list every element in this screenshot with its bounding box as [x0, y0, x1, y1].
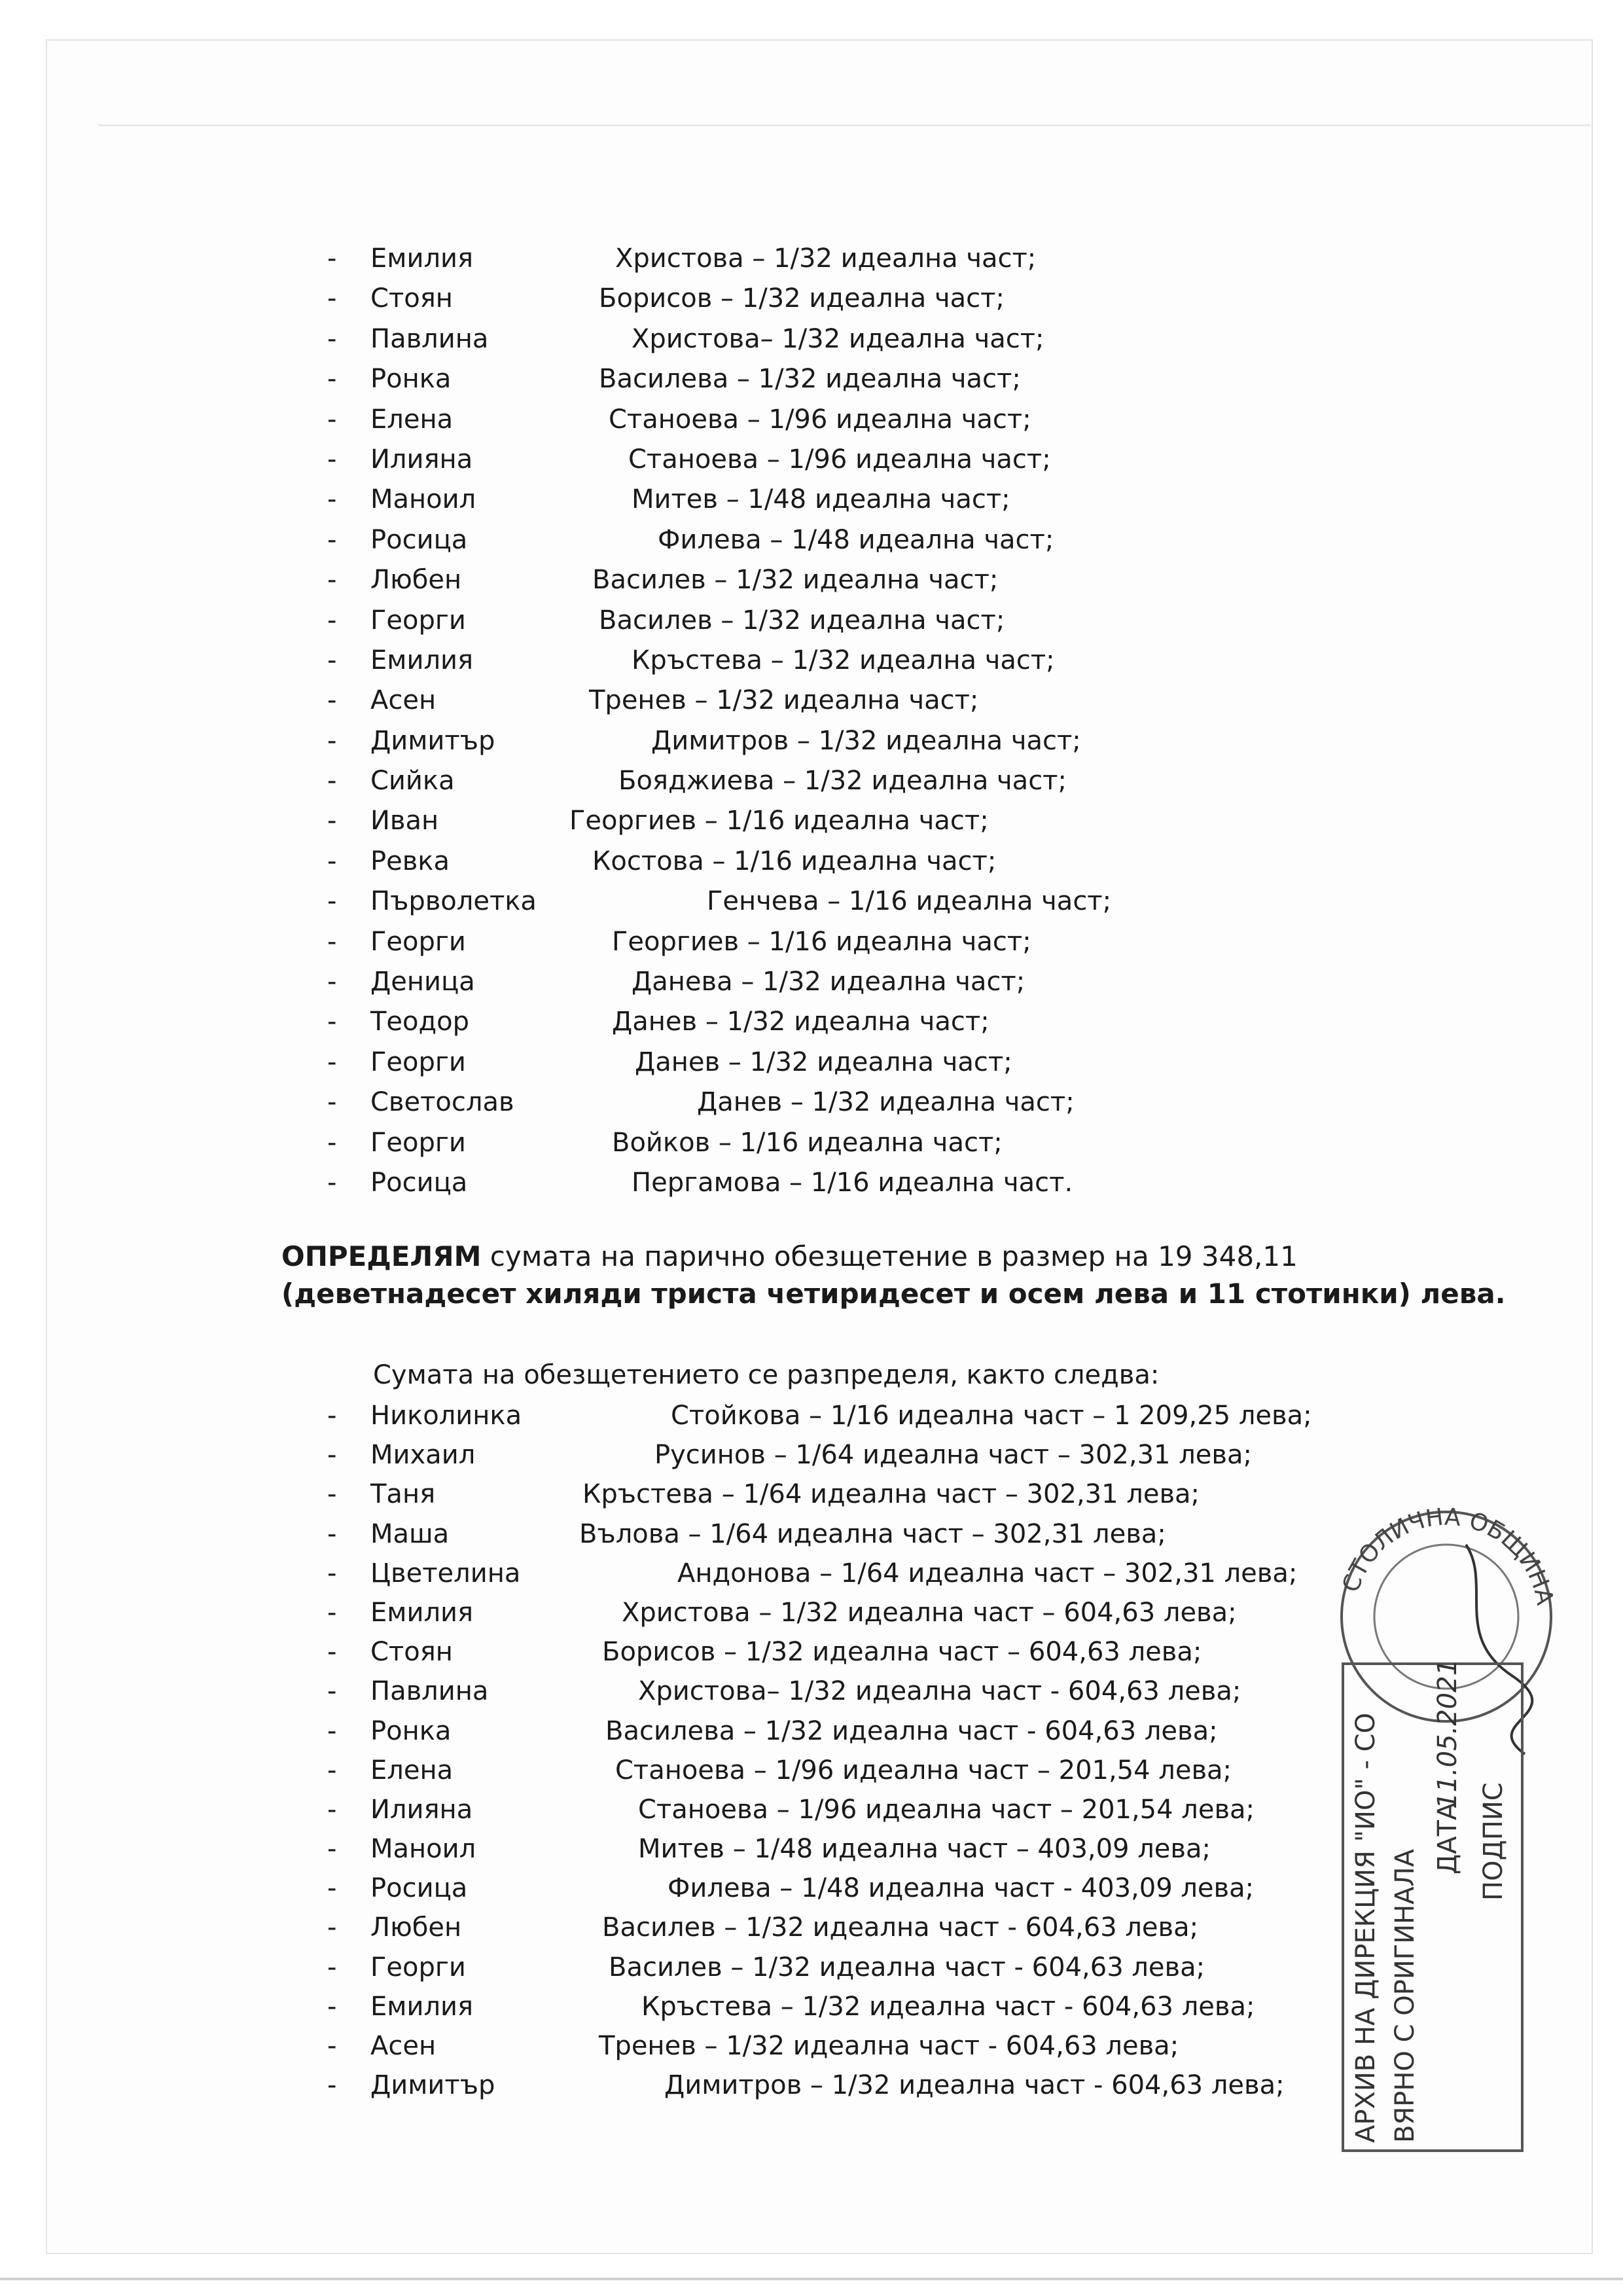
person-share-text: Данева – 1/32 идеална част;	[632, 967, 1026, 997]
person-share-text: Василев – 1/32 идеална част;	[592, 565, 999, 596]
top-rule	[98, 124, 1590, 126]
person-first-name: Николинка	[370, 1401, 522, 1431]
person-share-text: Станоева – 1/96 идеална част – 201,54 лева;	[615, 1755, 1232, 1785]
list-item	[0, 279, 1623, 319]
person-share-text: Андонова – 1/64 идеална част – 302,31 лева;	[677, 1558, 1298, 1588]
person-first-name: Елена	[370, 404, 454, 435]
person-share-text: Бояджиева – 1/32 идеална част;	[618, 766, 1067, 797]
list-bullet: -	[327, 1479, 337, 1510]
list-item	[0, 520, 1623, 560]
list-item	[0, 400, 1623, 440]
list-item	[0, 681, 1623, 721]
list-bullet: -	[327, 1127, 337, 1158]
stamp-date-value: 11.05.2021	[1433, 1659, 1463, 1809]
list-bullet: -	[327, 886, 337, 917]
list-bullet: -	[327, 323, 337, 354]
list-bullet: -	[327, 967, 337, 997]
certification-stamp	[1315, 1505, 1577, 2160]
list-bullet: -	[327, 1597, 337, 1628]
list-item	[0, 842, 1623, 882]
person-share-text: Христова– 1/32 идеална част;	[632, 323, 1044, 354]
list-bullet: -	[327, 846, 337, 876]
list-bullet: -	[327, 1401, 337, 1431]
person-first-name: Елена	[370, 1755, 454, 1785]
person-share-text: Филева – 1/48 идеална част - 403,09 лева;	[668, 1873, 1255, 1904]
list-bullet: -	[327, 1755, 337, 1785]
list-item	[0, 1163, 1623, 1203]
person-first-name: Ронка	[370, 1715, 452, 1746]
list-bullet: -	[327, 766, 337, 797]
person-first-name: Ронка	[370, 364, 452, 395]
list-bullet: -	[327, 2031, 337, 2061]
person-share-text: Пергамова – 1/16 идеална част.	[632, 1167, 1073, 1198]
list-bullet: -	[327, 1912, 337, 1943]
list-bullet: -	[327, 2070, 337, 2101]
person-share-text: Станоева – 1/96 идеална част – 201,54 лева;	[638, 1794, 1255, 1825]
decision-amount-text: сумата на парично обезщетение в размер на 19 348,11	[481, 1240, 1298, 1272]
person-first-name: Иван	[370, 806, 439, 836]
person-share-text: Стойкова – 1/16 идеална част – 1 209,25 лева;	[671, 1401, 1312, 1431]
list-bullet: -	[327, 725, 337, 756]
person-share-text: Василева – 1/32 идеална част - 604,63 лева;	[605, 1715, 1218, 1746]
person-share-text: Тренев – 1/32 идеална част;	[589, 685, 979, 716]
person-share-text: Данев – 1/32 идеална част;	[697, 1087, 1075, 1118]
person-share-text: Вълова – 1/64 идеална част – 302,31 лева;	[579, 1518, 1166, 1549]
stamp-archive-line: АРХИВ НА ДИРЕКЦИЯ "ИО" - СО	[1351, 1712, 1381, 2143]
person-first-name: Георги	[370, 1952, 466, 1982]
person-share-text: Станоева – 1/96 идеална част;	[628, 444, 1051, 475]
person-share-text: Митев – 1/48 идеална част;	[632, 484, 1010, 515]
list-bullet: -	[327, 283, 337, 314]
list-bullet: -	[327, 1047, 337, 1077]
list-item	[0, 359, 1623, 399]
list-bullet: -	[327, 404, 337, 435]
person-first-name: Светослав	[370, 1087, 514, 1118]
list-bullet: -	[327, 1834, 337, 1865]
person-first-name: Георги	[370, 926, 466, 957]
person-share-text: Костова – 1/16 идеална част;	[592, 846, 997, 876]
list-bullet: -	[327, 645, 337, 675]
person-share-text: Василев – 1/32 идеална част - 604,63 лева;	[609, 1952, 1205, 1982]
person-first-name: Емилия	[370, 243, 474, 274]
person-share-text: Митев – 1/48 идеална част – 403,09 лева;	[638, 1834, 1211, 1865]
person-first-name: Емилия	[370, 1597, 474, 1628]
list-bullet: -	[327, 1794, 337, 1825]
list-item	[0, 1123, 1623, 1163]
rectangular-stamp	[1342, 1659, 1524, 2152]
list-bullet: -	[327, 1952, 337, 1982]
seal-text: СТОЛИЧНА ОБЩИНА	[1337, 1505, 1558, 1607]
person-first-name: Димитър	[370, 2070, 495, 2101]
person-share-text: Кръстева – 1/64 идеална част – 302,31 лева;	[582, 1479, 1200, 1510]
person-first-name: Георги	[370, 605, 466, 636]
owners-share-list	[0, 239, 1623, 1203]
decision-line-1	[281, 1240, 1298, 1272]
stamp-date-label: ДАТА	[1433, 1802, 1463, 1874]
list-bullet: -	[327, 806, 337, 836]
list-bullet: -	[327, 1087, 337, 1118]
person-first-name: Любен	[370, 565, 462, 596]
person-share-text: Василев – 1/32 идеална част - 604,63 лева;	[602, 1912, 1199, 1943]
person-share-text: Данев – 1/32 идеална част;	[612, 1007, 990, 1037]
list-item	[0, 1002, 1623, 1042]
person-first-name: Маноил	[370, 1834, 476, 1865]
person-first-name: Сийка	[370, 766, 455, 797]
list-bullet: -	[327, 1676, 337, 1707]
person-share-text: Войков – 1/16 идеална част;	[612, 1127, 1003, 1158]
person-share-text: Димитров – 1/32 идеална част - 604,63 лева;	[664, 2070, 1285, 2101]
list-item	[0, 962, 1623, 1002]
list-bullet: -	[327, 444, 337, 475]
person-first-name: Емилия	[370, 645, 474, 675]
list-item	[0, 601, 1623, 641]
person-first-name: Деница	[370, 967, 475, 997]
person-first-name: Емилия	[370, 1991, 474, 2022]
person-first-name: Любен	[370, 1912, 462, 1943]
person-first-name: Първолетка	[370, 886, 537, 917]
person-first-name: Стоян	[370, 1637, 453, 1668]
person-share-text: Димитров – 1/32 идеална част;	[651, 725, 1081, 756]
list-item	[0, 480, 1623, 520]
bottom-rule	[0, 2278, 1623, 2280]
list-item	[0, 721, 1623, 761]
list-item	[0, 641, 1623, 681]
list-bullet: -	[327, 926, 337, 957]
stamp-signature-label: ПОДПИС	[1478, 1782, 1508, 1901]
person-first-name: Цветелина	[370, 1558, 521, 1588]
list-item	[0, 801, 1623, 841]
list-item	[0, 882, 1623, 922]
person-first-name: Росица	[370, 524, 468, 555]
list-item	[0, 1043, 1623, 1083]
person-share-text: Христова – 1/32 идеална част – 604,63 лева;	[622, 1597, 1237, 1628]
list-item	[0, 560, 1623, 600]
person-first-name: Теодор	[370, 1007, 470, 1037]
person-share-text: Кръстева – 1/32 идеална част - 604,63 лева;	[641, 1991, 1255, 2022]
list-bullet: -	[327, 364, 337, 395]
person-share-text: Станоева – 1/96 идеална част;	[609, 404, 1031, 435]
list-bullet: -	[327, 605, 337, 636]
person-first-name: Илияна	[370, 444, 473, 475]
person-share-text: Филева – 1/48 идеална част;	[658, 524, 1054, 555]
distribution-intro: Сумата на обезщетението се разпределя, както следва:	[373, 1360, 1160, 1390]
person-first-name: Стоян	[370, 283, 453, 314]
person-share-text: Генчева – 1/16 идеална част;	[707, 886, 1112, 917]
person-share-text: Георгиев – 1/16 идеална част;	[569, 806, 989, 836]
person-share-text: Русинов – 1/64 идеална част – 302,31 лева;	[654, 1440, 1252, 1471]
person-share-text: Данев – 1/32 идеална част;	[635, 1047, 1012, 1077]
person-first-name: Ревка	[370, 846, 450, 876]
stamp-verified-line: ВЯРНО С ОРИГИНАЛА	[1390, 1848, 1420, 2143]
list-bullet: -	[327, 1873, 337, 1904]
list-item	[0, 1396, 1623, 1435]
list-bullet: -	[327, 685, 337, 716]
person-first-name: Таня	[370, 1479, 436, 1510]
person-first-name: Михаил	[370, 1440, 476, 1471]
person-first-name: Димитър	[370, 725, 495, 756]
person-first-name: Росица	[370, 1167, 468, 1198]
person-first-name: Маша	[370, 1518, 450, 1549]
person-share-text: Василева – 1/32 идеална част;	[599, 364, 1021, 395]
person-first-name: Росица	[370, 1873, 468, 1904]
person-share-text: Тренев – 1/32 идеална част - 604,63 лева;	[599, 2031, 1179, 2061]
person-share-text: Христова – 1/32 идеална част;	[615, 243, 1037, 274]
person-first-name: Асен	[370, 685, 437, 716]
list-item	[0, 319, 1623, 359]
list-bullet: -	[327, 1637, 337, 1668]
person-first-name: Павлина	[370, 1676, 489, 1707]
person-first-name: Илияна	[370, 1794, 473, 1825]
list-item	[0, 1083, 1623, 1122]
list-bullet: -	[327, 243, 337, 274]
list-item	[0, 761, 1623, 801]
decision-line-2: (деветнадесет хиляди триста четиридесет и осем лева и 11 стотинки) лева.	[281, 1278, 1506, 1310]
list-item	[0, 1435, 1623, 1475]
person-first-name: Георги	[370, 1127, 466, 1158]
person-share-text: Василев – 1/32 идеална част;	[599, 605, 1005, 636]
list-bullet: -	[327, 1715, 337, 1746]
decision-keyword: ОПРЕДЕЛЯМ	[281, 1240, 482, 1272]
list-bullet: -	[327, 1440, 337, 1471]
person-first-name: Георги	[370, 1047, 466, 1077]
list-item	[0, 440, 1623, 480]
person-first-name: Маноил	[370, 484, 476, 515]
person-share-text: Христова– 1/32 идеална част - 604,63 лева;	[638, 1676, 1241, 1707]
person-share-text: Кръстева – 1/32 идеална част;	[632, 645, 1055, 675]
person-first-name: Асен	[370, 2031, 437, 2061]
list-bullet: -	[327, 1007, 337, 1037]
list-bullet: -	[327, 524, 337, 555]
person-share-text: Борисов – 1/32 идеална част – 604,63 лева;	[602, 1637, 1202, 1668]
person-share-text: Георгиев – 1/16 идеална част;	[612, 926, 1031, 957]
list-bullet: -	[327, 565, 337, 596]
list-bullet: -	[327, 1518, 337, 1549]
list-bullet: -	[327, 1167, 337, 1198]
person-first-name: Павлина	[370, 323, 489, 354]
list-item	[0, 922, 1623, 962]
list-item	[0, 239, 1623, 279]
list-bullet: -	[327, 1991, 337, 2022]
list-bullet: -	[327, 484, 337, 515]
list-bullet: -	[327, 1558, 337, 1588]
person-share-text: Борисов – 1/32 идеална част;	[599, 283, 1005, 314]
